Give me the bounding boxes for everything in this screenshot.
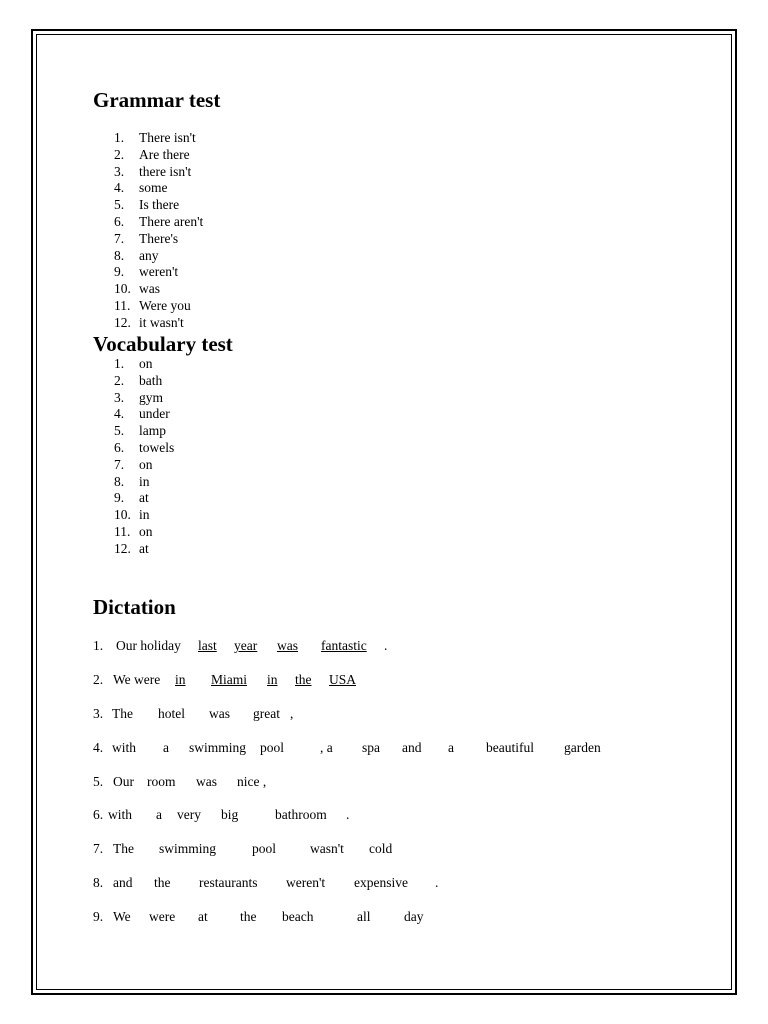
- dictation-underlined-word: last: [198, 638, 217, 653]
- dictation-word: .: [435, 875, 439, 890]
- dictation-line-number: 2.: [93, 672, 104, 687]
- grammar-item-number: 4.: [114, 180, 125, 196]
- grammar-item-answer: there isn't: [139, 163, 192, 179]
- grammar-item-number: 2.: [114, 146, 125, 162]
- grammar-item-number: 6.: [114, 213, 125, 229]
- dictation-word: very: [177, 807, 201, 822]
- dictation-word: pool: [260, 740, 285, 755]
- vocabulary-item-answer: at: [139, 490, 149, 506]
- vocabulary-item-number: 3.: [114, 389, 125, 405]
- dictation-word: were: [149, 909, 176, 924]
- vocabulary-item-answer: on: [139, 356, 153, 371]
- grammar-item-number: 12.: [114, 314, 131, 330]
- grammar-item-number: 3.: [114, 163, 125, 179]
- dictation-line: [0, 772, 700, 792]
- dictation-word: weren't: [286, 875, 326, 890]
- vocabulary-test-heading: Vocabulary test: [93, 332, 233, 356]
- dictation-word: expensive: [354, 875, 408, 890]
- dictation-underlined-word: in: [175, 672, 186, 687]
- dictation-underlined-word: the: [295, 672, 312, 687]
- vocabulary-item-answer: lamp: [139, 423, 166, 439]
- dictation-line-number: 8.: [93, 875, 104, 890]
- dictation-word: .: [346, 807, 350, 822]
- dictation-line-number: 6.: [93, 807, 104, 822]
- grammar-item-answer: weren't: [139, 264, 179, 280]
- dictation-word: room: [147, 774, 176, 789]
- dictation-heading: Dictation: [93, 595, 176, 619]
- dictation-underlined-word: USA: [329, 672, 357, 687]
- dictation-word: at: [198, 909, 208, 924]
- dictation-word: bathroom: [275, 807, 327, 822]
- dictation-word: beach: [282, 909, 314, 924]
- grammar-item-number: 1.: [114, 130, 125, 145]
- dictation-underlined-word: Miami: [211, 672, 247, 687]
- dictation-word: garden: [564, 740, 601, 755]
- dictation-word: restaurants: [199, 875, 258, 890]
- dictation-word: Our holiday: [116, 638, 181, 653]
- vocabulary-item-number: 8.: [114, 473, 125, 489]
- dictation-word: The: [112, 706, 133, 721]
- grammar-item-answer: Is there: [139, 197, 180, 213]
- dictation-underlined-word: in: [267, 672, 278, 687]
- vocabulary-item-answer: towels: [139, 439, 175, 455]
- dictation-line-number: 9.: [93, 909, 104, 924]
- dictation-line-number: 4.: [93, 740, 104, 755]
- grammar-item-number: 5.: [114, 197, 125, 213]
- dictation-word: a: [163, 740, 169, 755]
- dictation-word: day: [404, 909, 424, 924]
- dictation-word: the: [240, 909, 257, 924]
- vocabulary-item-answer: gym: [139, 389, 164, 405]
- dictation-line-number: 3.: [93, 706, 104, 721]
- dictation-word: nice ,: [237, 774, 267, 789]
- dictation-word: a: [448, 740, 454, 755]
- dictation-word: all: [357, 909, 371, 924]
- dictation-word: spa: [362, 740, 380, 755]
- dictation-word: We were: [113, 672, 161, 687]
- vocabulary-item-answer: bath: [139, 372, 163, 388]
- grammar-item-answer: Are there: [139, 146, 190, 162]
- dictation-word: and: [402, 740, 422, 755]
- vocabulary-item-answer: in: [139, 507, 150, 523]
- dictation-underlined-word: fantastic: [321, 638, 367, 653]
- grammar-item-answer: There isn't: [139, 130, 196, 145]
- grammar-item-answer: some: [139, 180, 168, 196]
- vocabulary-item-number: 1.: [114, 356, 125, 371]
- grammar-test-heading: Grammar test: [93, 88, 221, 112]
- dictation-word: swimming: [159, 841, 217, 856]
- dictation-word: great: [253, 706, 280, 721]
- dictation-word: We: [113, 909, 131, 924]
- dictation-word: The: [113, 841, 134, 856]
- dictation-underlined-word: year: [234, 638, 258, 653]
- dictation-line: [0, 907, 700, 927]
- dictation-word: Our: [113, 774, 134, 789]
- grammar-item-answer: There's: [139, 230, 179, 246]
- dictation-word: big: [221, 807, 239, 822]
- dictation-word: the: [154, 875, 171, 890]
- dictation-word: pool: [252, 841, 277, 856]
- dictation-word: cold: [369, 841, 393, 856]
- dictation-word: .: [384, 638, 388, 653]
- vocabulary-item-answer: under: [139, 406, 170, 422]
- dictation-line: [0, 805, 700, 825]
- dictation-word: ,: [290, 706, 294, 721]
- grammar-item-answer: any: [139, 247, 159, 263]
- dictation-word: was: [196, 774, 217, 789]
- dictation-word: swimming: [189, 740, 247, 755]
- grammar-item-number: 11.: [114, 297, 131, 313]
- dictation-line: [0, 738, 700, 758]
- dictation-word: wasn't: [310, 841, 344, 856]
- vocabulary-item-number: 12.: [114, 540, 131, 556]
- vocabulary-item-number: 7.: [114, 456, 125, 472]
- dictation-word: with: [108, 807, 133, 822]
- vocabulary-item-number: 6.: [114, 439, 125, 455]
- dictation-line: [0, 636, 700, 656]
- vocabulary-item-number: 4.: [114, 406, 125, 422]
- dictation-line-number: 1.: [93, 638, 104, 653]
- grammar-item-answer: was: [139, 281, 160, 297]
- grammar-item-answer: Were you: [139, 297, 191, 313]
- dictation-word: beautiful: [486, 740, 534, 755]
- dictation-word: hotel: [158, 706, 185, 721]
- grammar-item-number: 10.: [114, 281, 131, 297]
- dictation-line: [0, 873, 700, 893]
- dictation-word: a: [156, 807, 162, 822]
- grammar-item-answer: There aren't: [139, 213, 204, 229]
- vocabulary-item-answer: at: [139, 540, 149, 556]
- vocabulary-item-number: 10.: [114, 507, 131, 523]
- dictation-word: with: [112, 740, 137, 755]
- dictation-line: [0, 704, 700, 724]
- dictation-underlined-word: was: [277, 638, 298, 653]
- grammar-item-number: 8.: [114, 247, 125, 263]
- dictation-line-number: 5.: [93, 774, 104, 789]
- vocabulary-item-answer: on: [139, 456, 153, 472]
- dictation-line-number: 7.: [93, 841, 104, 856]
- vocabulary-item-answer: in: [139, 473, 150, 489]
- dictation-word: and: [113, 875, 133, 890]
- vocabulary-item-number: 2.: [114, 372, 125, 388]
- dictation-line: [0, 839, 700, 859]
- vocabulary-item-answer: on: [139, 523, 153, 539]
- dictation-word: was: [209, 706, 230, 721]
- dictation-word: , a: [320, 740, 333, 755]
- vocabulary-item-number: 11.: [114, 523, 131, 539]
- grammar-item-number: 7.: [114, 230, 125, 246]
- dictation-line: [0, 670, 700, 690]
- vocabulary-item-number: 5.: [114, 423, 125, 439]
- vocabulary-item-number: 9.: [114, 490, 125, 506]
- grammar-item-answer: it wasn't: [139, 314, 184, 330]
- grammar-item-number: 9.: [114, 264, 125, 280]
